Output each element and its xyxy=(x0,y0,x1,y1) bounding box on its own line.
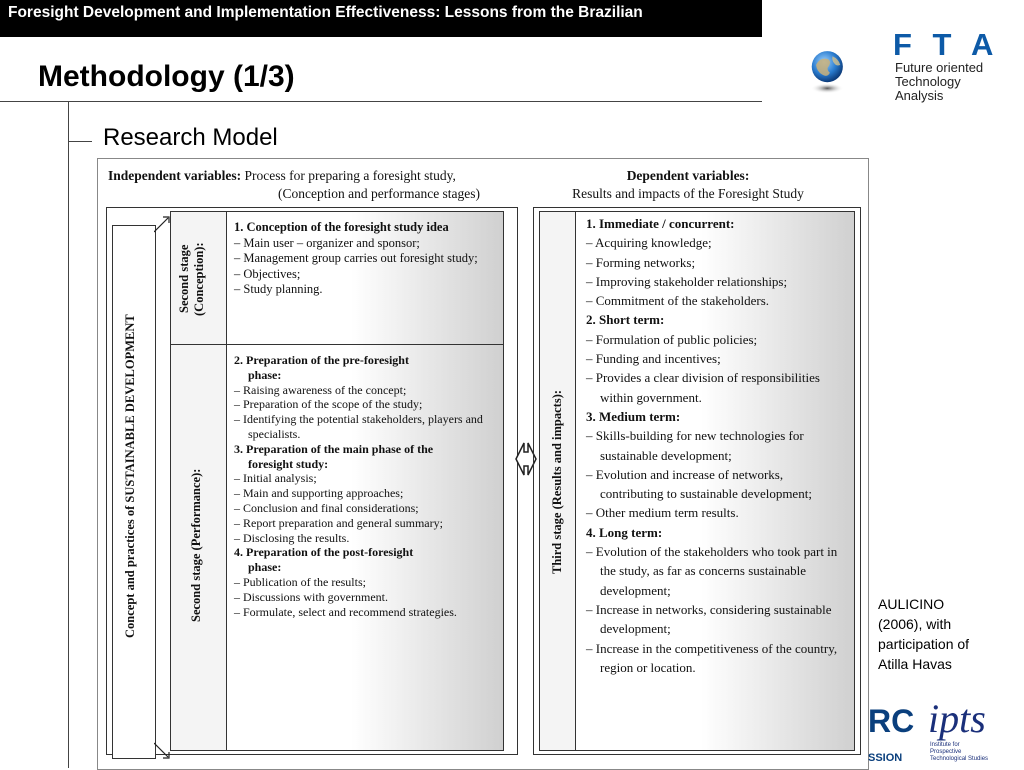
dependent-variables-header xyxy=(548,167,828,203)
jrc-logo: RC xyxy=(868,703,915,739)
independent-text: Process for preparing a foresight study, xyxy=(244,168,456,183)
left-divider xyxy=(68,102,69,768)
list-item: – Formulate, select and recommend strategies. xyxy=(234,605,492,620)
banner-text: Foresight Development and Implementation Effectiveness: Lessons from the Brazilian xyxy=(8,4,643,21)
list-item: – Conclusion and final considerations; xyxy=(234,501,492,516)
list-item: – Report preparation and general summary; xyxy=(234,516,492,531)
list-item: – Initial analysis; xyxy=(234,471,492,486)
main-phase-heading-cont: foresight study: xyxy=(248,456,329,471)
list-item: – Provides a clear division of responsibilities within government. xyxy=(586,368,848,407)
conception-label-line1: Second stage xyxy=(177,244,191,314)
performance-stage-label-box xyxy=(170,344,228,751)
medium-term-heading: 3. Medium term: xyxy=(586,408,681,424)
jrc-logo-sub: SSION xyxy=(868,752,903,764)
list-item: – Study planning. xyxy=(234,282,490,298)
list-item: – Skills-building for new technologies for sustainable development; xyxy=(586,426,848,465)
performance-stage-box xyxy=(226,344,504,751)
independent-label: Independent variables: xyxy=(108,168,242,183)
globe-icon xyxy=(810,15,890,130)
header-banner xyxy=(0,0,762,37)
citation-line: (2006), with xyxy=(878,616,952,632)
list-item: – Discussions with government. xyxy=(234,590,492,605)
main-phase-heading: 3. Preparation of the main phase of the xyxy=(234,441,434,456)
third-stage-label-box xyxy=(539,211,577,751)
fta-logo-line2: Technology xyxy=(895,74,961,89)
pre-foresight-heading-cont: phase: xyxy=(248,367,282,382)
list-item: – Acquiring knowledge; xyxy=(586,233,848,252)
list-item: – Raising awareness of the concept; xyxy=(234,383,492,398)
conception-stage-label xyxy=(177,224,207,334)
fta-logo-line1: Future oriented xyxy=(895,60,984,75)
list-item: – Forming networks; xyxy=(586,253,848,272)
title-divider xyxy=(0,101,762,102)
list-item: – Improving stakeholder relationships; xyxy=(586,272,848,291)
list-item: – Other medium term results. xyxy=(586,503,848,522)
dependent-text: Results and impacts of the Foresight Study xyxy=(572,186,804,201)
citation xyxy=(878,594,1008,674)
dependent-label: Dependent variables: xyxy=(626,168,750,183)
citation-line: Atilla Havas xyxy=(878,656,952,672)
list-item: – Formulation of public policies; xyxy=(586,330,848,349)
list-item: – Disclosing the results. xyxy=(234,531,492,546)
conception-stage-box xyxy=(226,211,504,346)
research-model-figure xyxy=(97,158,869,770)
list-item: – Publication of the results; xyxy=(234,575,492,590)
fta-logo-letters: F T A xyxy=(893,27,1000,62)
conception-heading: 1. Conception of the foresight study idea xyxy=(234,220,449,234)
independent-text2: (Conception and performance stages) xyxy=(278,186,481,201)
ipts-sub-line: Technological Studies xyxy=(930,756,989,762)
fta-logo-line3: Analysis xyxy=(895,88,944,103)
pre-foresight-heading: 2. Preparation of the pre-foresight xyxy=(234,353,409,367)
ipts-sub-line: Institute for xyxy=(930,742,960,748)
concept-practices-label: Concept and practices of SUSTAINABLE DEVELOPMENT xyxy=(123,314,137,638)
list-item: – Management group carries out foresight study; xyxy=(234,251,490,267)
performance-stage-label: Second stage (Performance): xyxy=(189,468,203,622)
post-foresight-heading: 4. Preparation of the post-foresight xyxy=(234,545,414,560)
ipts-logo: ipts xyxy=(928,696,986,741)
conception-stage-label-box xyxy=(170,211,228,346)
list-item: – Main and supporting approaches; xyxy=(234,486,492,501)
post-foresight-heading-cont: phase: xyxy=(248,560,282,575)
results-stage-box xyxy=(575,211,855,751)
list-item: – Increase in networks, considering sustainable development; xyxy=(586,600,848,639)
slide-title: Methodology (1/3) xyxy=(38,60,295,93)
list-item: – Preparation of the scope of the study; xyxy=(234,397,492,412)
long-term-heading: 4. Long term: xyxy=(586,524,663,540)
concept-practices-box xyxy=(112,225,156,759)
independent-variables-header xyxy=(108,167,480,203)
list-item: – Commitment of the stakeholders. xyxy=(586,291,848,310)
immediate-heading: 1. Immediate / concurrent: xyxy=(586,216,735,231)
list-item: – Funding and incentives; xyxy=(586,349,848,368)
list-item: – Evolution of the stakeholders who took part in the study, as far as concerns sustainable development; xyxy=(586,542,848,600)
list-item: – Increase in the competitiveness of the country, region or location. xyxy=(586,639,848,678)
third-stage-label: Third stage (Results and impacts): xyxy=(550,389,564,575)
short-term-heading: 2. Short term: xyxy=(586,312,665,328)
list-item: – Evolution and increase of networks, contributing to sustainable development; xyxy=(586,465,848,504)
citation-line: participation of xyxy=(878,636,970,652)
ipts-logo-sub xyxy=(930,742,988,763)
conception-label-line2: (Conception): xyxy=(192,242,206,316)
citation-line: AULICINO xyxy=(878,596,945,612)
subtitle-dash xyxy=(68,141,92,142)
slide-subtitle: Research Model xyxy=(103,124,278,151)
list-item: – Main user – organizer and sponsor; xyxy=(234,236,490,252)
list-item: – Identifying the potential stakeholders, players and specialists. xyxy=(234,412,492,442)
ipts-sub-line: Prospective xyxy=(930,749,962,755)
list-item: – Objectives; xyxy=(234,267,490,283)
